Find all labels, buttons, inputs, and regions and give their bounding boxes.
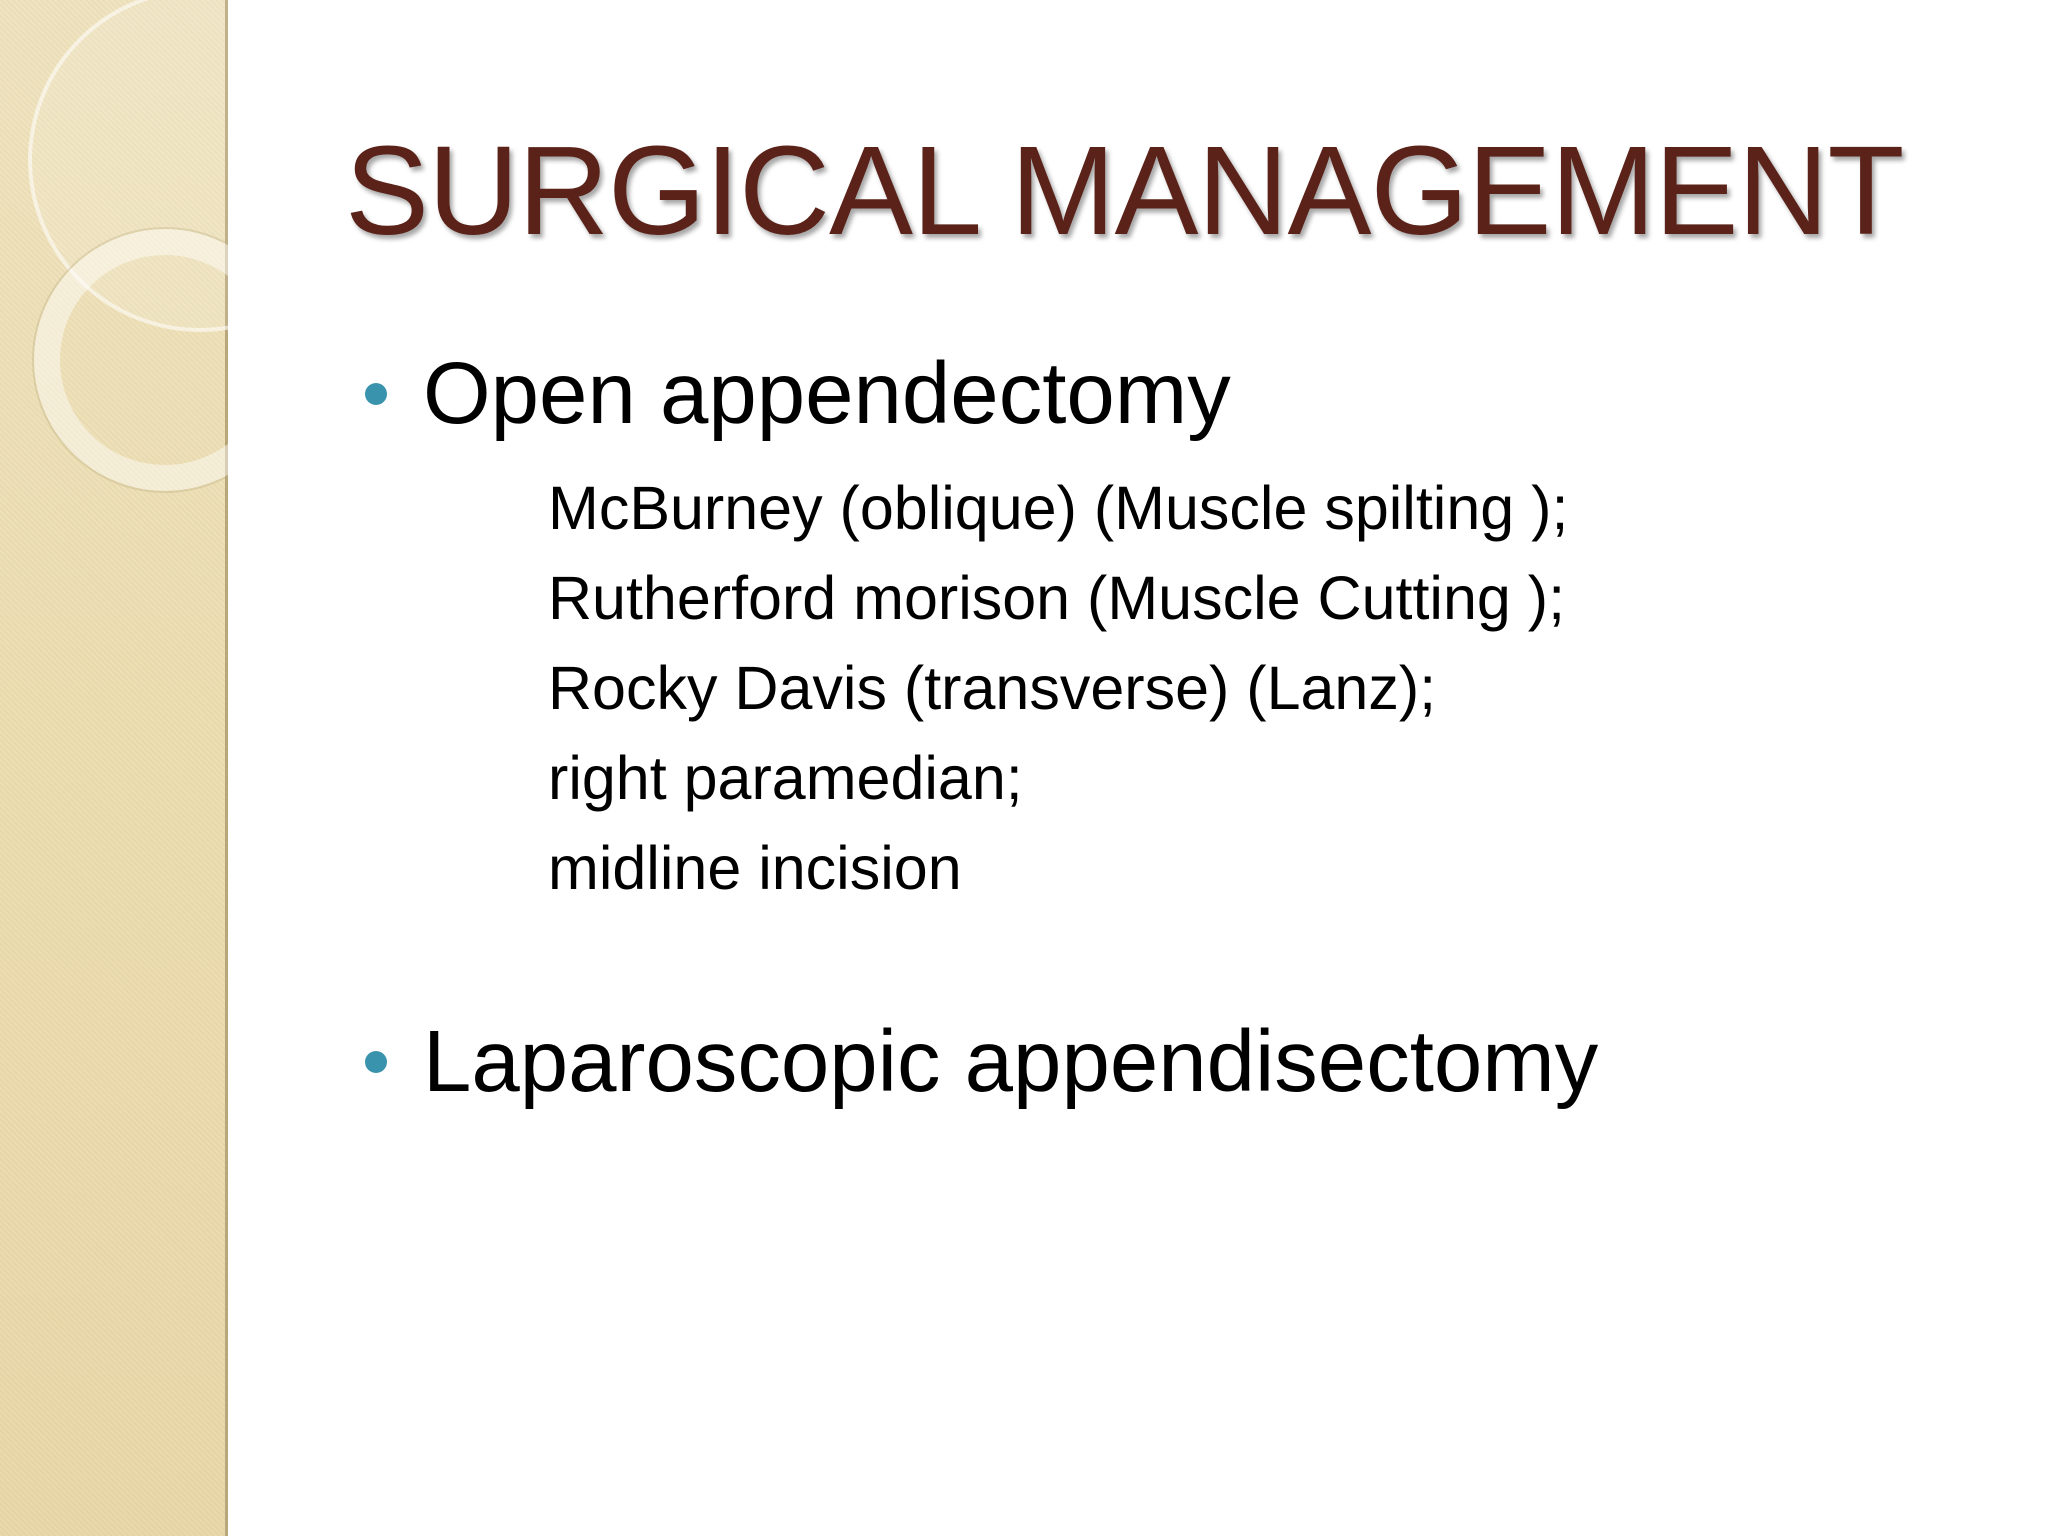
sub-list-item: right paramedian; — [548, 744, 1023, 812]
bullet-dot-icon — [365, 383, 387, 405]
decorative-rings-graphic — [0, 0, 228, 1536]
bullet-dot-icon — [365, 1051, 387, 1073]
slide-title: SURGICAL MANAGEMENT — [345, 120, 1904, 261]
sub-list-item: Rocky Davis (transverse) (Lanz); — [548, 654, 1437, 722]
sub-list-item: Rutherford morison (Muscle Cutting ); — [548, 564, 1566, 632]
bullet-item-laparoscopic — [365, 1013, 1599, 1110]
sub-list-item: McBurney (oblique) (Muscle spilting ); — [548, 474, 1569, 542]
incision-sub-list — [548, 463, 1568, 913]
sub-list-item: midline incision — [548, 834, 962, 902]
bullet-text: Laparoscopic appendisectomy — [423, 1013, 1599, 1110]
decorative-side-panel — [0, 0, 228, 1536]
bullet-text: Open appendectomy — [423, 345, 1231, 442]
bullet-item-open-appendectomy — [365, 345, 1231, 442]
